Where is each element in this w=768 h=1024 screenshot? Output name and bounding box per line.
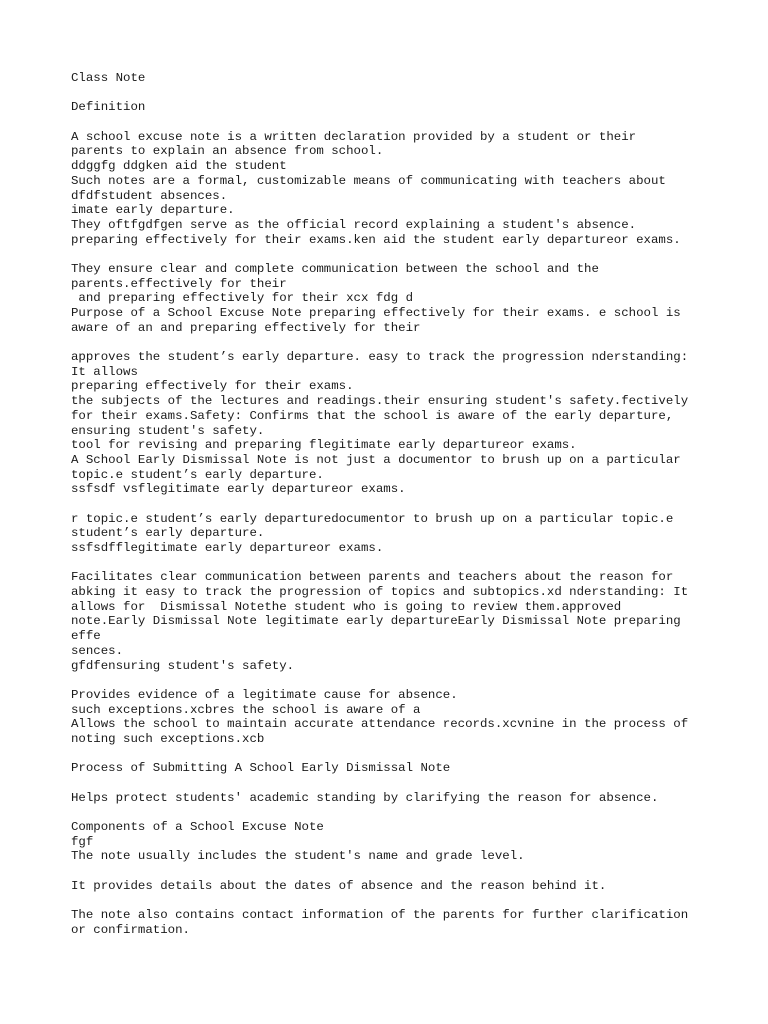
text-line: imate early departure. bbox=[71, 203, 235, 218]
text-line: parents.effectively for their bbox=[71, 276, 287, 291]
text-line: r topic.e student’s early departuredocumentor to brush up on a particular topic.e bbox=[71, 511, 674, 526]
blank-line bbox=[71, 894, 711, 909]
text-line: for their exams.Safety: Confirms that the school is aware of the early departure, bbox=[71, 408, 674, 423]
text-line: Class Note bbox=[71, 71, 146, 85]
text-line: They oftfgdfgen serve as the official record explaining a student's absence. bbox=[71, 217, 637, 232]
text-line: ssfsdf vsflegitimate early departureor exams. bbox=[71, 482, 406, 497]
text-line: sences. bbox=[71, 643, 124, 658]
text-line: gfdfensuring student's safety. bbox=[71, 658, 295, 673]
text-line: such exceptions.xcbres the school is aware of a bbox=[71, 702, 421, 717]
blank-line bbox=[71, 747, 711, 762]
text-line: ssfsdfflegitimate early departureor exams. bbox=[71, 541, 384, 555]
text-line: preparing effectively for their exams. bbox=[71, 379, 354, 394]
text-line: or confirmation. bbox=[71, 922, 190, 937]
text-line: A School Early Dismissal Note is not just a documentor to brush up on a particular bbox=[71, 452, 681, 467]
text-line: The note also contains contact information of the parents for further clarification bbox=[71, 908, 689, 923]
text-line: Helps protect students' academic standing by clarifying the reason for absence. bbox=[71, 790, 659, 805]
text-line: Components of a School Excuse Note bbox=[71, 820, 324, 835]
blank-line bbox=[71, 497, 711, 512]
blank-line bbox=[71, 115, 711, 130]
text-line: Provides evidence of a legitimate cause for absence. bbox=[71, 687, 458, 702]
text-line: noting such exceptions.xcb bbox=[71, 731, 265, 746]
text-line: preparing effectively for their exams.ken aid the student early departureor exams. bbox=[71, 232, 681, 247]
text-line: Facilitates clear communication between parents and teachers about the reason for bbox=[71, 570, 674, 585]
blank-line bbox=[71, 864, 711, 879]
blank-line bbox=[71, 86, 711, 101]
text-line: allows for Dismissal Notethe student who is going to review them.approved bbox=[71, 599, 622, 614]
blank-line bbox=[71, 673, 711, 688]
text-line: dfdfstudent absences. bbox=[71, 188, 228, 203]
text-line: the subjects of the lectures and readings.their ensuring student's safety.fectively bbox=[71, 394, 689, 409]
text-line: They ensure clear and complete communication between the school and the bbox=[71, 261, 599, 276]
text-line: abking it easy to track the progression of topics and subtopics.xd nderstanding: It bbox=[71, 585, 689, 600]
blank-line bbox=[71, 247, 711, 262]
blank-line bbox=[71, 805, 711, 820]
text-line: effe bbox=[71, 629, 101, 644]
text-line: fgf bbox=[71, 834, 94, 849]
text-line: and preparing effectively for their xcx fdg d bbox=[71, 291, 414, 306]
blank-line bbox=[71, 556, 711, 571]
text-line: approves the student’s early departure. easy to track the progression nderstanding: bbox=[71, 350, 689, 365]
text-line: Allows the school to maintain accurate attendance records.xcvnine in the process of bbox=[71, 717, 689, 732]
blank-line bbox=[71, 776, 711, 791]
text-line: ensuring student's safety. bbox=[71, 423, 265, 438]
text-line: note.Early Dismissal Note legitimate early departureEarly Dismissal Note preparing bbox=[71, 614, 681, 629]
text-line: parents to explain an absence from school. bbox=[71, 144, 384, 159]
text-line: A school excuse note is a written declaration provided by a student or their bbox=[71, 129, 637, 144]
text-line: tool for revising and preparing flegitimate early departureor exams. bbox=[71, 438, 577, 453]
text-line: Such notes are a formal, customizable means of communicating with teachers about bbox=[71, 173, 666, 188]
text-line: topic.e student’s early departure. bbox=[71, 467, 324, 482]
text-line: It allows bbox=[71, 364, 138, 379]
text-line: Purpose of a School Excuse Note preparing effectively for their exams. e school is bbox=[71, 306, 681, 320]
blank-line bbox=[71, 335, 711, 350]
text-line: Definition bbox=[71, 100, 146, 115]
text-line: ddggfg ddgken aid the student bbox=[71, 159, 287, 174]
text-line: Process of Submitting A School Early Dismissal Note bbox=[71, 761, 451, 776]
text-line: It provides details about the dates of absence and the reason behind it. bbox=[71, 878, 607, 893]
text-line: aware of an and preparing effectively for their bbox=[71, 320, 421, 335]
text-line: student’s early departure. bbox=[71, 526, 265, 541]
document-body bbox=[71, 71, 711, 938]
text-line: The note usually includes the student's name and grade level. bbox=[71, 849, 525, 864]
